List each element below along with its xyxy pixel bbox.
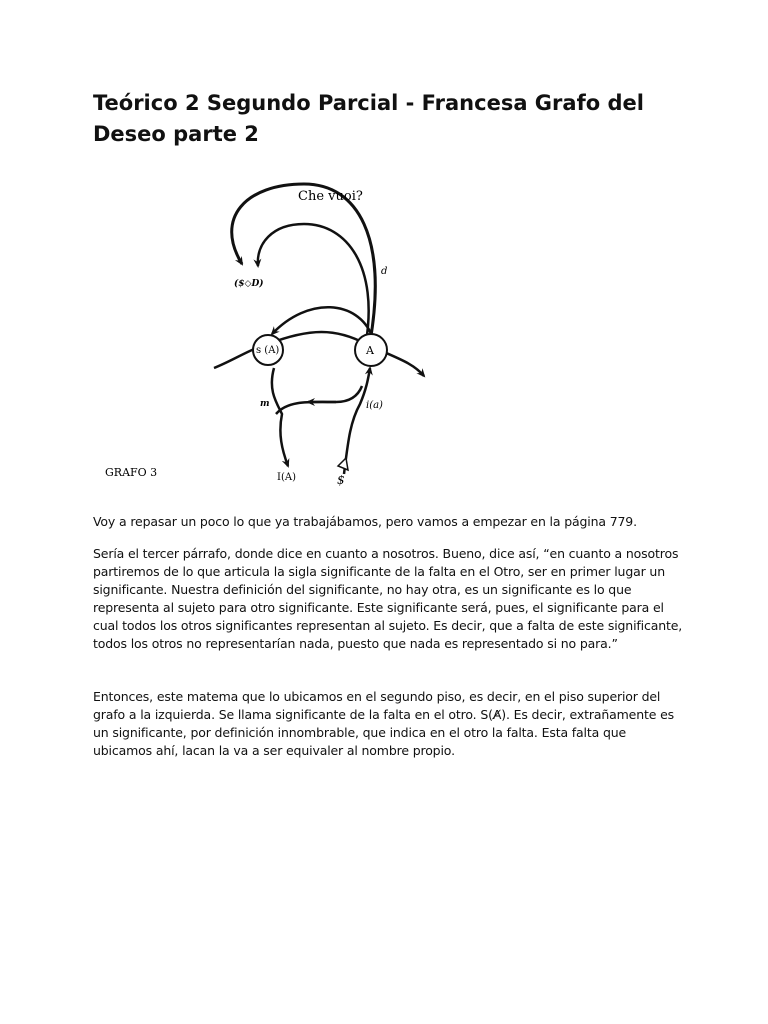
figure-caption: GRAFO 3 (105, 466, 158, 479)
inner-arc (258, 224, 369, 342)
lower-loop (276, 386, 362, 414)
graph-of-desire-figure (96, 178, 436, 498)
right-vertical (344, 368, 370, 474)
drive-label: ($◇D) (234, 279, 264, 289)
IA-label: I(A) (277, 472, 296, 483)
d-label: d (381, 266, 388, 277)
m-label: m (260, 399, 270, 409)
document-title: Teórico 2 Segundo Parcial - Francesa Grafo del Deseo parte 2 (93, 91, 644, 146)
paragraph-2: Sería el tercer párrafo, donde dice en cuanto a nosotros. Bueno, dice así, “en cuanto a nosotros partiremos de lo que articula la sigla significante de la falta en el Otro, ser en primer lugar un significante. Nuestra definición del significante, no hay otra, es un significante es lo que representa al sujeto para otro significante. Este significante será, pues, el significante para el cual todos los otros significantes representan al sujeto. Es decir, que a falta de este significante, todos los otros no representarían nada, puesto que nada es representado si no para.” (93, 546, 683, 651)
A-label: A (366, 344, 374, 357)
subject-triangle (338, 458, 348, 470)
paragraph-3: Entonces, este matema que lo ubicamos en el segundo piso, es decir, en el piso superior del grafo a la izquierda. Se llama significante de la falta en el otro. S(A̸). Es decir, extrañamente es un significante, por definición innombrable, que indica en el otro la falta. Esta falta que ubicamos ahí, lacan la va a ser equivaler al nombre propio. (93, 689, 675, 758)
outer-arc (232, 184, 376, 342)
left-vertical (272, 368, 288, 466)
paragraph-1: Voy a repasar un poco lo que ya trabajábamos, pero vamos a empezar en la página 779. (93, 514, 637, 529)
che-vuoi-label: Che vuoi? (298, 189, 363, 204)
subject-label: $ (337, 473, 345, 487)
ia-label: i(a) (366, 400, 383, 411)
sA-label: s (A) (256, 345, 280, 356)
signifier-chain (214, 332, 424, 376)
